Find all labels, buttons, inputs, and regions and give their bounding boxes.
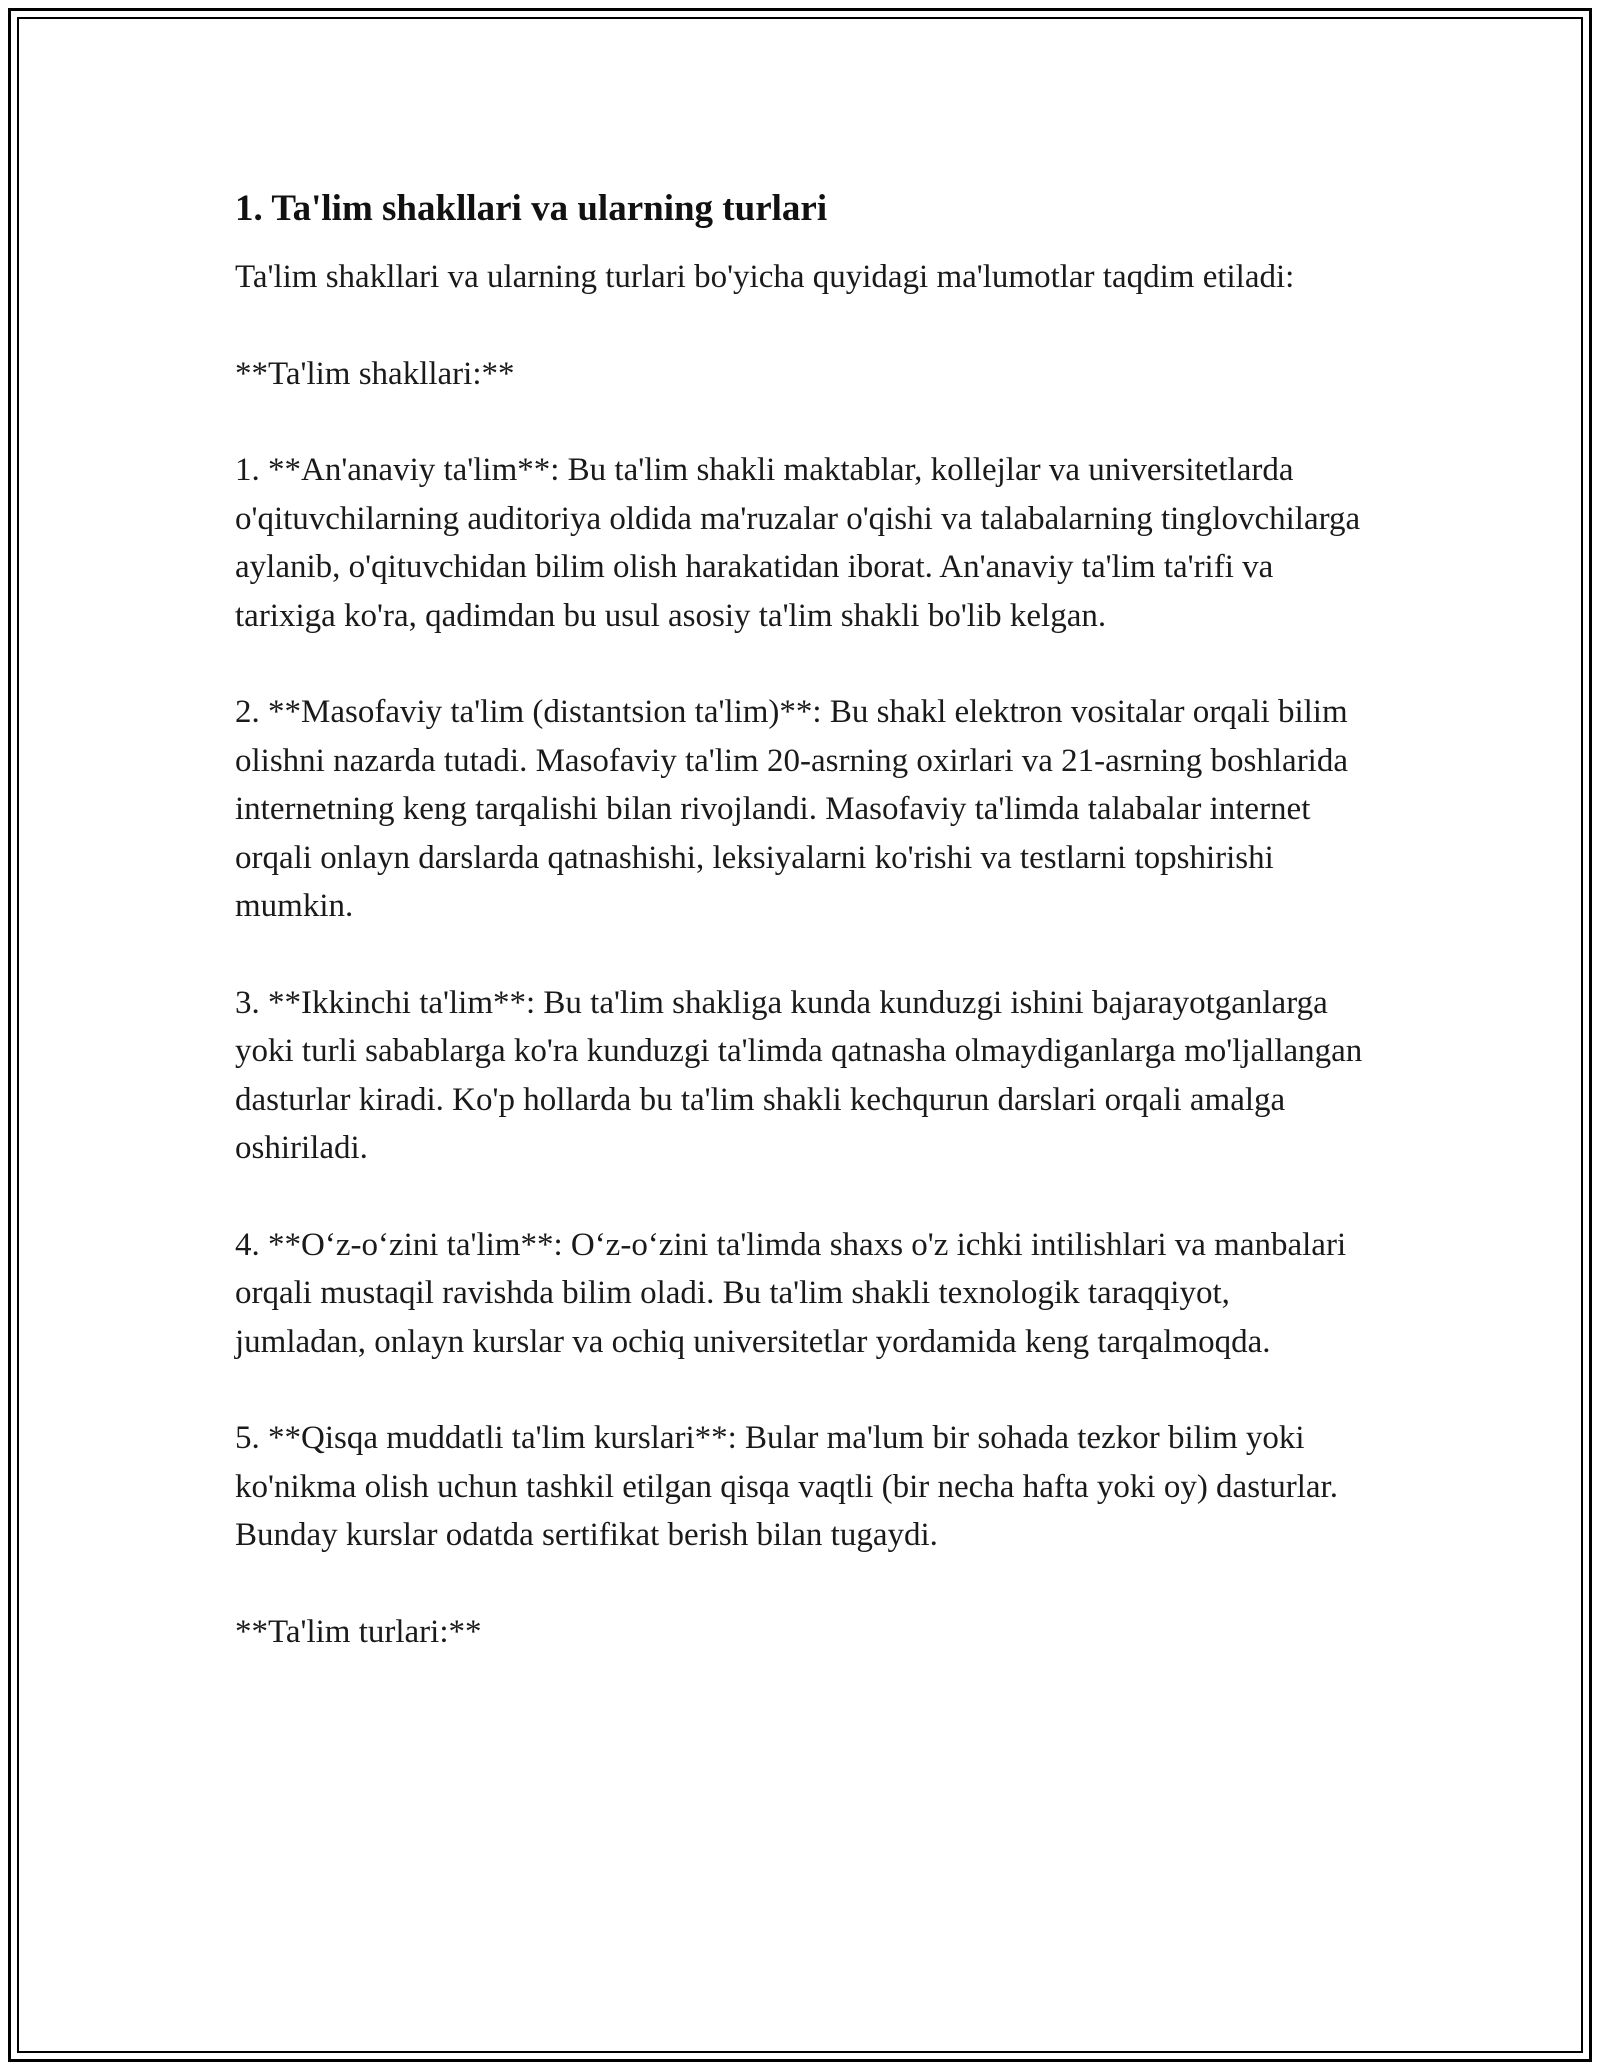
forms-heading: **Ta'lim shakllari:** xyxy=(235,355,515,392)
document-body xyxy=(235,185,1365,1704)
list-item: 1. **An'anaviy ta'lim**: Bu ta'lim shakli maktablar, kollejlar va universitetlarda o'qituvchilarning auditoriya oldida ma'ruzalar o'qishi va talabalarning tinglovchilarga aylanib, o'qituvchidan bilim olish harakatidan iborat. An'anaviy ta'lim ta'rifi va tarixiga ko'ra, qadimdan bu usul asosiy ta'lim shakli bo'lib kelgan. xyxy=(235,452,1361,634)
list-item: 5. **Qisqa muddatli ta'lim kurslari**: Bular ma'lum bir sohada tezkor bilim yoki ko'nikma olish uchun tashkil etilgan qisqa vaqtli (bir necha hafta yoki oy) dasturlar. Bunday kurslar odatda sertifikat berish bilan tugaydi. xyxy=(235,1420,1338,1553)
section-heading: 1. Ta'lim shakllari va ularning turlari xyxy=(235,188,828,229)
list-item: 4. **O‘z-o‘zini ta'lim**: O‘z-o‘zini ta'limda shaxs o'z ichki intilishlari va manbalari orqali mustaqil ravishda bilim oladi. Bu ta'lim shakli texnologik taraqqiyot, jumladan, onlayn kurslar va ochiq universitetlar yordamida keng tarqalmoqda. xyxy=(235,1226,1347,1360)
intro-paragraph: Ta'lim shakllari va ularning turlari bo'yicha quyidagi ma'lumotlar taqdim etiladi: xyxy=(235,259,1295,295)
list-item: 3. **Ikkinchi ta'lim**: Bu ta'lim shakliga kunda kunduzgi ishini bajarayotganlarga yoki turli sabablarga ko'ra kunduzgi ta'limda qatnasha olmaydiganlarga mo'ljallangan dasturlar kiradi. Ko'p hollarda bu ta'lim shakli kechqurun darslari orqali amalga oshiriladi. xyxy=(235,984,1363,1166)
types-heading: **Ta'lim turlari:** xyxy=(235,1613,482,1650)
list-item: 2. **Masofaviy ta'lim (distantsion ta'lim)**: Bu shakl elektron vositalar orqali bilim olishni nazarda tutadi. Masofaviy ta'lim 20-asrning oxirlari va 21-asrning boshlarida internetning keng tarqalishi bilan rivojlandi. Masofaviy ta'limda talabalar internet orqali onlayn darslarda qatnashishi, leksiyalarni ko'rishi va testlarni topshirishi mumkin. xyxy=(235,694,1348,924)
